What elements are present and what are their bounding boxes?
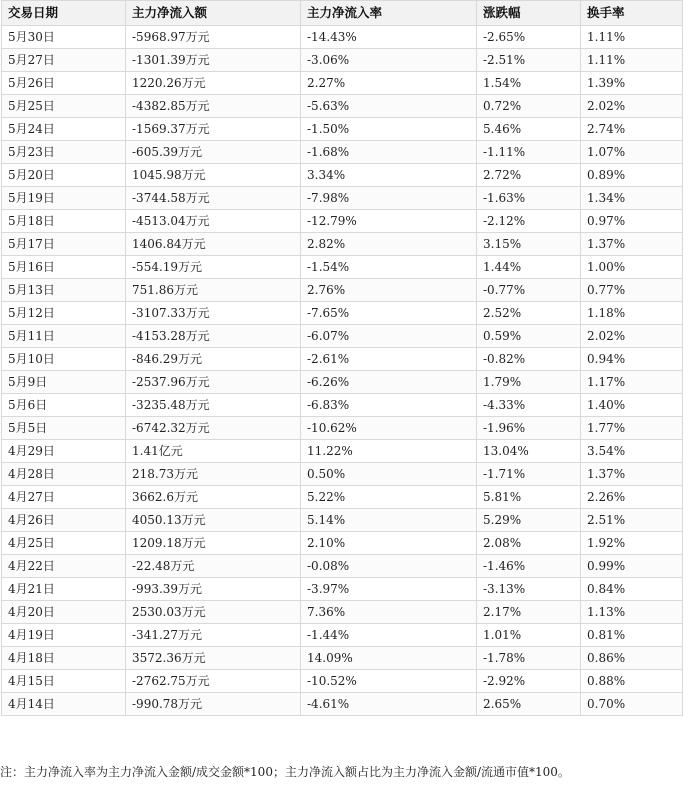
cell-turnover-rate: 2.02% — [581, 325, 683, 348]
cell-net-inflow-rate: -3.97% — [301, 578, 477, 601]
cell-net-inflow-amount: 1045.98万元 — [126, 164, 301, 187]
cell-trade-date: 4月14日 — [2, 693, 126, 716]
cell-net-inflow-rate: 7.36% — [301, 601, 477, 624]
cell-change-pct: 2.72% — [477, 164, 581, 187]
cell-turnover-rate: 1.18% — [581, 302, 683, 325]
cell-turnover-rate: 1.00% — [581, 256, 683, 279]
header-net-inflow-rate: 主力净流入率 — [301, 1, 477, 26]
cell-change-pct: 13.04% — [477, 440, 581, 463]
cell-net-inflow-rate: -6.83% — [301, 394, 477, 417]
cell-net-inflow-rate: 2.82% — [301, 233, 477, 256]
cell-change-pct: 2.17% — [477, 601, 581, 624]
cell-net-inflow-rate: -1.50% — [301, 118, 477, 141]
table-row — [2, 210, 683, 233]
cell-net-inflow-rate: -2.61% — [301, 348, 477, 371]
cell-trade-date: 5月11日 — [2, 325, 126, 348]
cell-turnover-rate: 1.92% — [581, 532, 683, 555]
cell-trade-date: 4月20日 — [2, 601, 126, 624]
cell-net-inflow-rate: 2.27% — [301, 72, 477, 95]
cell-trade-date: 5月12日 — [2, 302, 126, 325]
cell-net-inflow-amount: -1569.37万元 — [126, 118, 301, 141]
table-row — [2, 555, 683, 578]
table-row — [2, 141, 683, 164]
cell-trade-date: 5月26日 — [2, 72, 126, 95]
cell-trade-date: 5月10日 — [2, 348, 126, 371]
table-row — [2, 187, 683, 210]
cell-trade-date: 4月26日 — [2, 509, 126, 532]
cell-change-pct: -1.46% — [477, 555, 581, 578]
cell-turnover-rate: 2.02% — [581, 95, 683, 118]
cell-net-inflow-amount: -4513.04万元 — [126, 210, 301, 233]
table-body — [2, 26, 683, 716]
cell-net-inflow-rate: -1.68% — [301, 141, 477, 164]
header-trade-date: 交易日期 — [2, 1, 126, 26]
cell-change-pct: -1.71% — [477, 463, 581, 486]
cell-trade-date: 4月27日 — [2, 486, 126, 509]
cell-net-inflow-rate: 5.14% — [301, 509, 477, 532]
cell-net-inflow-rate: 2.10% — [301, 532, 477, 555]
cell-net-inflow-rate: 2.76% — [301, 279, 477, 302]
table-header-row — [2, 1, 683, 26]
cell-net-inflow-amount: -3235.48万元 — [126, 394, 301, 417]
cell-net-inflow-rate: -4.61% — [301, 693, 477, 716]
cell-trade-date: 4月28日 — [2, 463, 126, 486]
cell-change-pct: -1.78% — [477, 647, 581, 670]
cell-trade-date: 4月21日 — [2, 578, 126, 601]
cell-turnover-rate: 0.81% — [581, 624, 683, 647]
cell-turnover-rate: 0.89% — [581, 164, 683, 187]
cell-net-inflow-amount: -4153.28万元 — [126, 325, 301, 348]
cell-change-pct: 1.54% — [477, 72, 581, 95]
cell-change-pct: -0.77% — [477, 279, 581, 302]
cell-net-inflow-amount: 3662.6万元 — [126, 486, 301, 509]
table-row — [2, 95, 683, 118]
cell-net-inflow-amount: 218.73万元 — [126, 463, 301, 486]
cell-turnover-rate: 0.70% — [581, 693, 683, 716]
cell-change-pct: 1.01% — [477, 624, 581, 647]
cell-net-inflow-amount: 3572.36万元 — [126, 647, 301, 670]
cell-net-inflow-amount: -1301.39万元 — [126, 49, 301, 72]
cell-trade-date: 5月24日 — [2, 118, 126, 141]
cell-change-pct: -3.13% — [477, 578, 581, 601]
cell-net-inflow-amount: -2762.75万元 — [126, 670, 301, 693]
cell-change-pct: 2.52% — [477, 302, 581, 325]
cell-change-pct: -0.82% — [477, 348, 581, 371]
table-row — [2, 256, 683, 279]
cell-net-inflow-rate: 0.50% — [301, 463, 477, 486]
table-row — [2, 509, 683, 532]
cell-change-pct: -1.11% — [477, 141, 581, 164]
cell-change-pct: 0.59% — [477, 325, 581, 348]
table-row — [2, 325, 683, 348]
cell-net-inflow-amount: -846.29万元 — [126, 348, 301, 371]
cell-trade-date: 4月29日 — [2, 440, 126, 463]
cell-turnover-rate: 0.77% — [581, 279, 683, 302]
cell-change-pct: 1.44% — [477, 256, 581, 279]
cell-change-pct: 2.08% — [477, 532, 581, 555]
table-row — [2, 670, 683, 693]
cell-change-pct: 3.15% — [477, 233, 581, 256]
cell-net-inflow-amount: -4382.85万元 — [126, 95, 301, 118]
cell-net-inflow-amount: 1406.84万元 — [126, 233, 301, 256]
cell-net-inflow-amount: -605.39万元 — [126, 141, 301, 164]
cell-change-pct: -4.33% — [477, 394, 581, 417]
cell-trade-date: 5月19日 — [2, 187, 126, 210]
cell-change-pct: -2.51% — [477, 49, 581, 72]
cell-net-inflow-rate: -6.26% — [301, 371, 477, 394]
cell-trade-date: 5月13日 — [2, 279, 126, 302]
cell-net-inflow-rate: -1.54% — [301, 256, 477, 279]
cell-trade-date: 5月16日 — [2, 256, 126, 279]
table-row — [2, 624, 683, 647]
cell-turnover-rate: 1.34% — [581, 187, 683, 210]
cell-change-pct: 5.29% — [477, 509, 581, 532]
table-row — [2, 49, 683, 72]
cell-net-inflow-rate: -1.44% — [301, 624, 477, 647]
table-row — [2, 72, 683, 95]
table-row — [2, 693, 683, 716]
cell-turnover-rate: 1.37% — [581, 463, 683, 486]
cell-trade-date: 5月23日 — [2, 141, 126, 164]
cell-trade-date: 5月6日 — [2, 394, 126, 417]
table-row — [2, 601, 683, 624]
cell-net-inflow-amount: -3744.58万元 — [126, 187, 301, 210]
cell-net-inflow-rate: -0.08% — [301, 555, 477, 578]
cell-change-pct: 0.72% — [477, 95, 581, 118]
table-row — [2, 233, 683, 256]
table-row — [2, 164, 683, 187]
cell-net-inflow-amount: 751.86万元 — [126, 279, 301, 302]
table-row — [2, 348, 683, 371]
cell-turnover-rate: 2.26% — [581, 486, 683, 509]
cell-trade-date: 5月18日 — [2, 210, 126, 233]
cell-net-inflow-amount: 2530.03万元 — [126, 601, 301, 624]
header-turnover-rate: 换手率 — [581, 1, 683, 26]
cell-trade-date: 4月15日 — [2, 670, 126, 693]
cell-turnover-rate: 0.84% — [581, 578, 683, 601]
cell-net-inflow-amount: 1209.18万元 — [126, 532, 301, 555]
cell-change-pct: 2.65% — [477, 693, 581, 716]
cell-net-inflow-rate: -3.06% — [301, 49, 477, 72]
cell-net-inflow-amount: -5968.97万元 — [126, 26, 301, 49]
cell-trade-date: 5月30日 — [2, 26, 126, 49]
cell-change-pct: -2.65% — [477, 26, 581, 49]
cell-trade-date: 5月27日 — [2, 49, 126, 72]
cell-turnover-rate: 1.77% — [581, 417, 683, 440]
cell-turnover-rate: 0.97% — [581, 210, 683, 233]
cell-net-inflow-rate: -7.65% — [301, 302, 477, 325]
cell-net-inflow-amount: -6742.32万元 — [126, 417, 301, 440]
cell-turnover-rate: 2.51% — [581, 509, 683, 532]
cell-net-inflow-rate: -14.43% — [301, 26, 477, 49]
table-row — [2, 118, 683, 141]
header-change-pct: 涨跌幅 — [477, 1, 581, 26]
cell-trade-date: 4月22日 — [2, 555, 126, 578]
cell-change-pct: 1.79% — [477, 371, 581, 394]
cell-net-inflow-amount: -22.48万元 — [126, 555, 301, 578]
table-row — [2, 486, 683, 509]
table-row — [2, 417, 683, 440]
cell-trade-date: 5月5日 — [2, 417, 126, 440]
cell-net-inflow-amount: 4050.13万元 — [126, 509, 301, 532]
cell-turnover-rate: 1.13% — [581, 601, 683, 624]
cell-turnover-rate: 1.37% — [581, 233, 683, 256]
table-row — [2, 440, 683, 463]
cell-turnover-rate: 3.54% — [581, 440, 683, 463]
cell-net-inflow-amount: 1.41亿元 — [126, 440, 301, 463]
cell-trade-date: 5月20日 — [2, 164, 126, 187]
cell-turnover-rate: 1.11% — [581, 49, 683, 72]
table-row — [2, 578, 683, 601]
cell-net-inflow-amount: 1220.26万元 — [126, 72, 301, 95]
footnote: 注：主力净流入率为主力净流入金额/成交金额*100；主力净流入额占比为主力净流入金额/流通市值*100。 — [0, 765, 570, 779]
cell-net-inflow-rate: 14.09% — [301, 647, 477, 670]
table-row — [2, 371, 683, 394]
table-row — [2, 302, 683, 325]
cell-trade-date: 5月17日 — [2, 233, 126, 256]
cell-net-inflow-rate: -10.62% — [301, 417, 477, 440]
cell-turnover-rate: 1.11% — [581, 26, 683, 49]
table-row — [2, 647, 683, 670]
cell-net-inflow-rate: 5.22% — [301, 486, 477, 509]
cell-net-inflow-rate: -7.98% — [301, 187, 477, 210]
cell-change-pct: -2.92% — [477, 670, 581, 693]
cell-net-inflow-amount: -554.19万元 — [126, 256, 301, 279]
cell-turnover-rate: 0.94% — [581, 348, 683, 371]
cell-trade-date: 4月18日 — [2, 647, 126, 670]
cell-trade-date: 4月19日 — [2, 624, 126, 647]
cell-change-pct: 5.81% — [477, 486, 581, 509]
cell-change-pct: -1.63% — [477, 187, 581, 210]
cell-net-inflow-amount: -341.27万元 — [126, 624, 301, 647]
cell-net-inflow-amount: -3107.33万元 — [126, 302, 301, 325]
cell-net-inflow-amount: -993.39万元 — [126, 578, 301, 601]
cell-net-inflow-amount: -990.78万元 — [126, 693, 301, 716]
cell-change-pct: 5.46% — [477, 118, 581, 141]
cell-turnover-rate: 1.07% — [581, 141, 683, 164]
cell-turnover-rate: 0.99% — [581, 555, 683, 578]
table-row — [2, 394, 683, 417]
cell-net-inflow-rate: -5.63% — [301, 95, 477, 118]
cell-change-pct: -2.12% — [477, 210, 581, 233]
cell-trade-date: 4月25日 — [2, 532, 126, 555]
table-row — [2, 463, 683, 486]
cell-change-pct: -1.96% — [477, 417, 581, 440]
cell-trade-date: 5月25日 — [2, 95, 126, 118]
cell-trade-date: 5月9日 — [2, 371, 126, 394]
table-row — [2, 532, 683, 555]
cell-net-inflow-rate: -10.52% — [301, 670, 477, 693]
cell-turnover-rate: 1.39% — [581, 72, 683, 95]
cell-turnover-rate: 1.17% — [581, 371, 683, 394]
fund-flow-table — [1, 0, 683, 716]
cell-net-inflow-amount: -2537.96万元 — [126, 371, 301, 394]
cell-net-inflow-rate: 3.34% — [301, 164, 477, 187]
cell-net-inflow-rate: 11.22% — [301, 440, 477, 463]
cell-turnover-rate: 2.74% — [581, 118, 683, 141]
cell-turnover-rate: 0.88% — [581, 670, 683, 693]
cell-turnover-rate: 1.40% — [581, 394, 683, 417]
table-row — [2, 26, 683, 49]
cell-turnover-rate: 0.86% — [581, 647, 683, 670]
cell-net-inflow-rate: -12.79% — [301, 210, 477, 233]
header-net-inflow-amount: 主力净流入额 — [126, 1, 301, 26]
table-row — [2, 279, 683, 302]
cell-net-inflow-rate: -6.07% — [301, 325, 477, 348]
